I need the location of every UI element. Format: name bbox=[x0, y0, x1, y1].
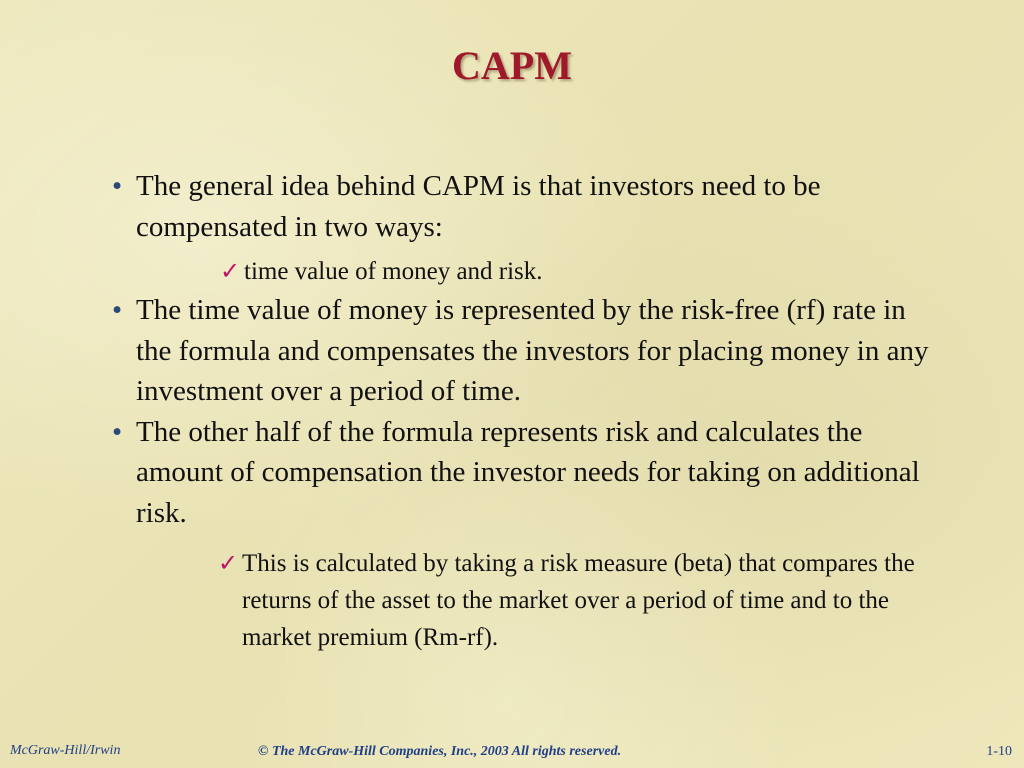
bullet-icon: • bbox=[112, 170, 123, 202]
sub-bullet-text: This is calculated by taking a risk measure (beta) that compares the returns of the asset to the market over a period of time and to the market premium (Rm-rf). bbox=[242, 550, 915, 651]
bullet-item bbox=[108, 290, 938, 412]
sub-bullet-item bbox=[108, 545, 938, 656]
bullet-item bbox=[108, 412, 938, 534]
sub-bullet-item bbox=[108, 253, 938, 290]
bullet-item bbox=[108, 166, 938, 247]
sub-bullet-text: time value of money and risk. bbox=[244, 258, 543, 285]
bullet-text: The time value of money is represented by the risk-free (rf) rate in the formula and compensates the investors for placing money in any investment over a period of time. bbox=[136, 294, 929, 407]
bullet-text: The other half of the formula represents risk and calculates the amount of compensation the investor needs for taking on additional risk. bbox=[136, 415, 920, 529]
bullet-icon: • bbox=[112, 294, 123, 326]
slide-title: CAPM bbox=[452, 43, 572, 88]
checkmark-icon: ✓ bbox=[220, 257, 241, 285]
bullet-icon: • bbox=[112, 415, 123, 448]
bullet-text: The general idea behind CAPM is that investors need to be compensated in two ways: bbox=[136, 170, 821, 243]
slide-number: 1-10 bbox=[986, 744, 1012, 759]
checkmark-icon: ✓ bbox=[218, 549, 239, 577]
slide-content bbox=[108, 166, 938, 656]
footer-publisher: McGraw-Hill/Irwin bbox=[10, 743, 121, 758]
footer-copyright: © The McGraw-Hill Companies, Inc., 2003 All rights reserved. bbox=[258, 744, 622, 759]
